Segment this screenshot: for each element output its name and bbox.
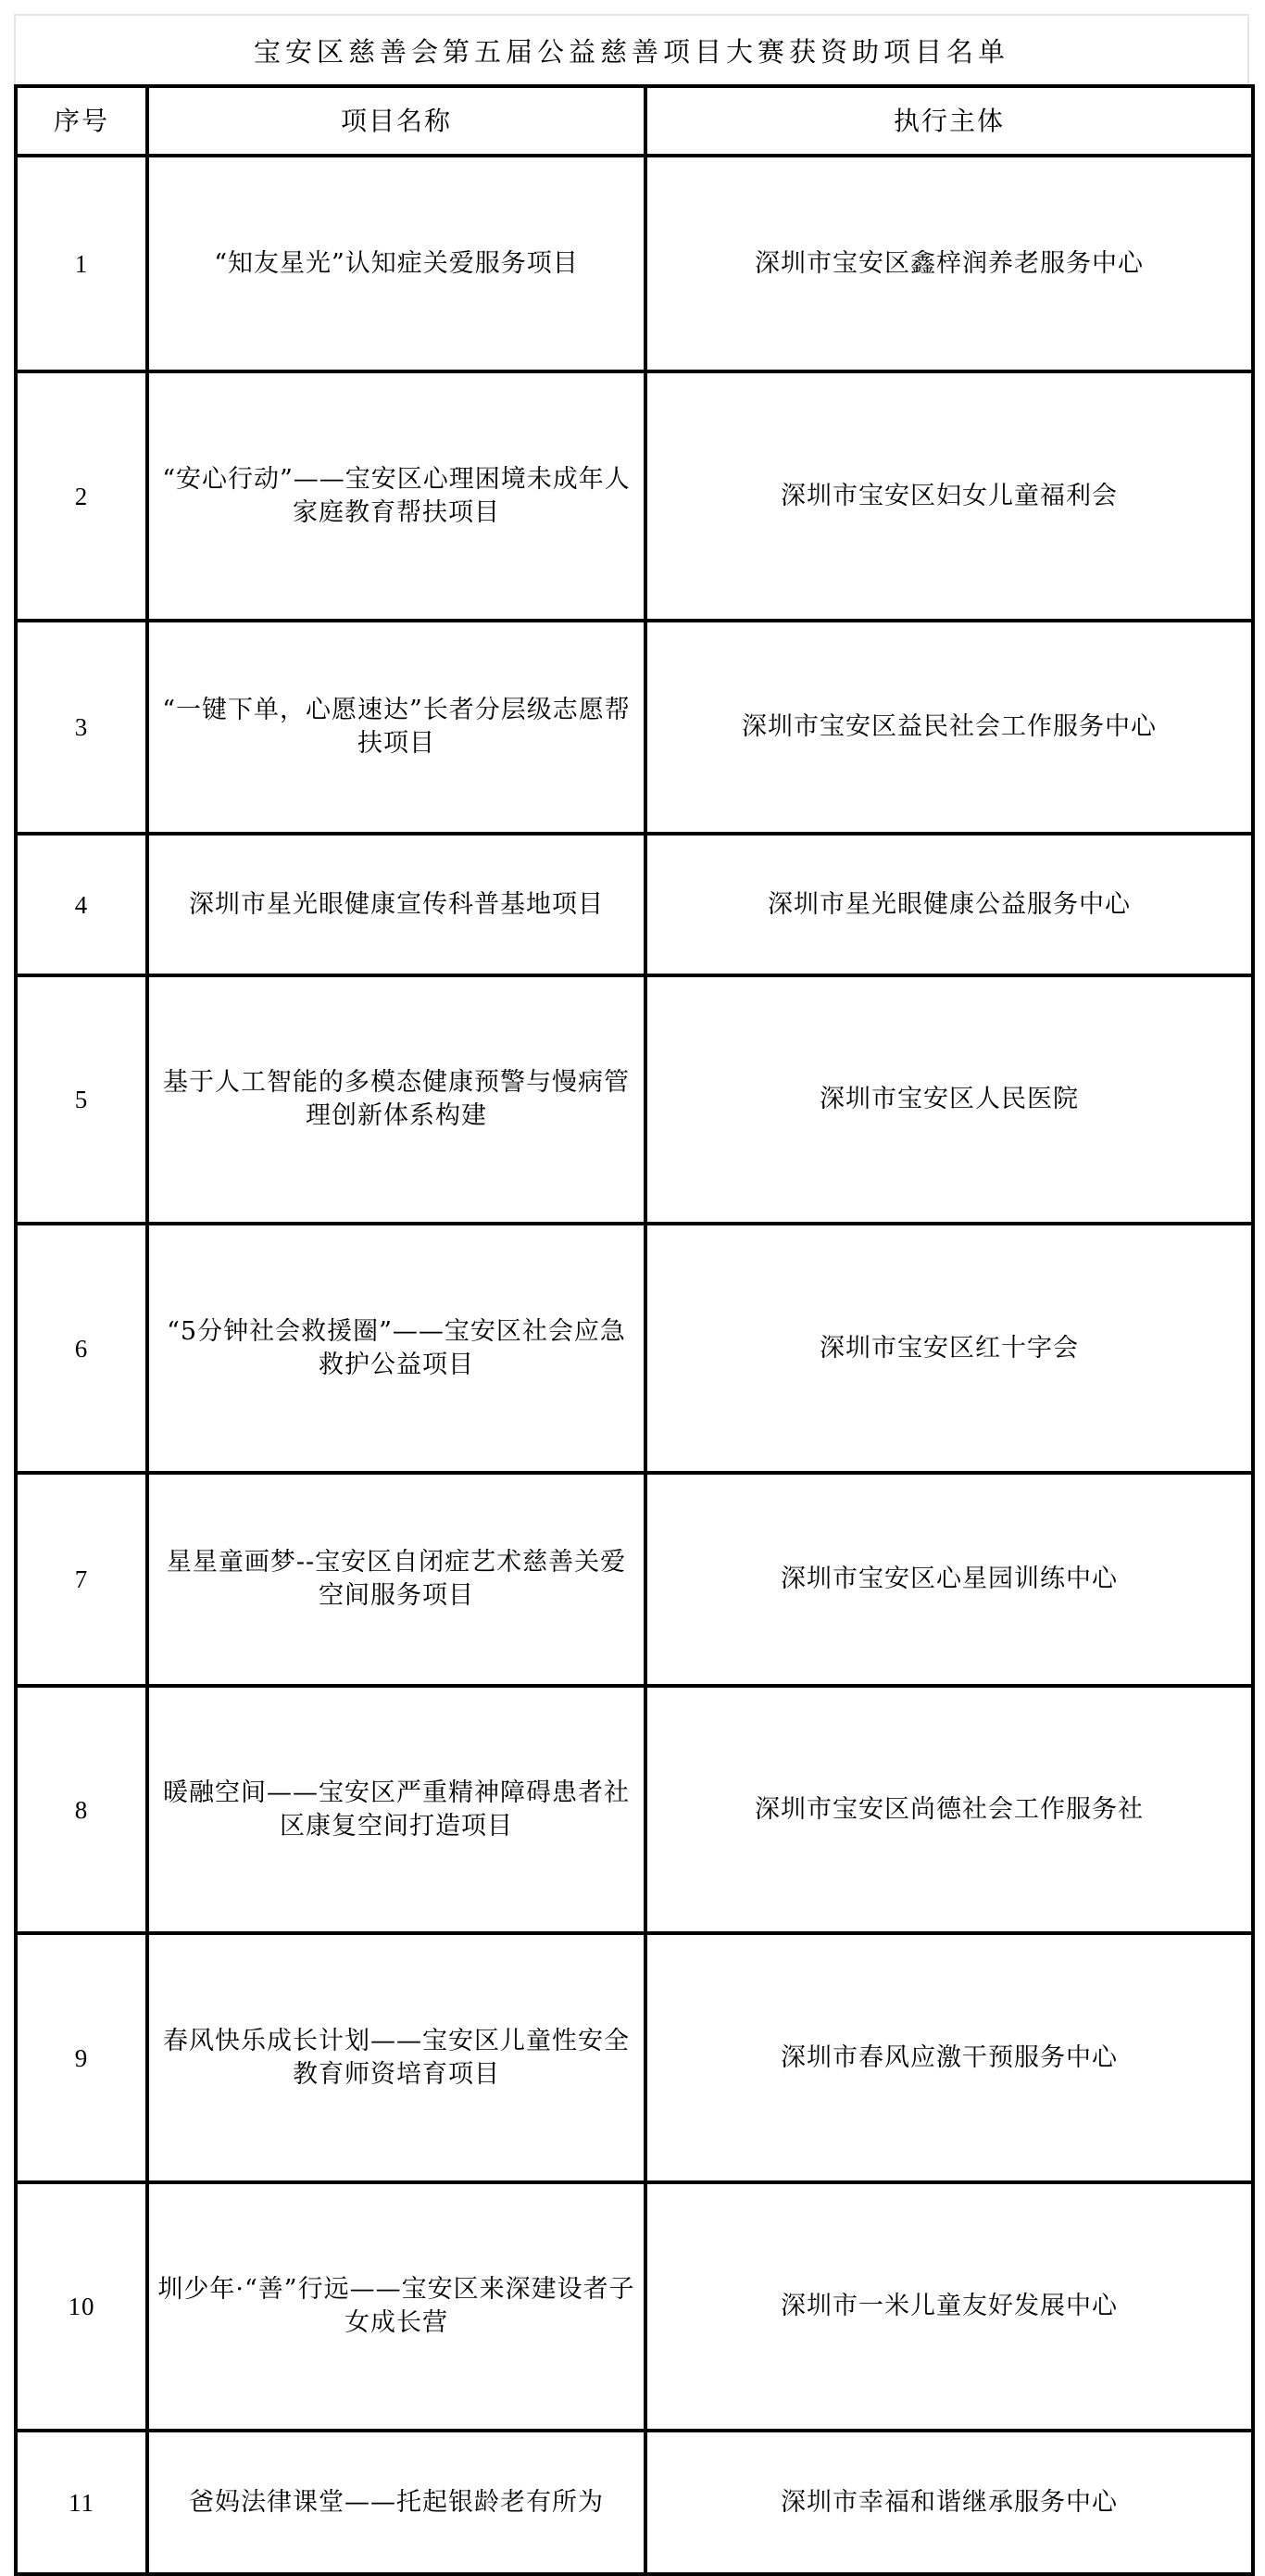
funded-projects-table [14, 84, 1255, 2576]
cell-project-name: 深圳市星光眼健康宣传科普基地项目 [147, 834, 645, 975]
table-row [16, 371, 1253, 621]
cell-serial-number: 8 [16, 1686, 147, 1933]
table-row [16, 621, 1253, 834]
cell-project-name: “5分钟社会救援圈”——宝安区社会应急救护公益项目 [147, 1224, 645, 1473]
cell-executor: 深圳市宝安区益民社会工作服务中心 [645, 621, 1253, 834]
cell-serial-number: 9 [16, 1933, 147, 2182]
cell-project-name: “知友星光”认知症关爱服务项目 [147, 156, 645, 371]
cell-project-name: 爸妈法律课堂——托起银龄老有所为 [147, 2431, 645, 2574]
cell-serial-number: 5 [16, 975, 147, 1224]
cell-serial-number: 1 [16, 156, 147, 371]
cell-project-name: 圳少年·“善”行远——宝安区来深建设者子女成长营 [147, 2182, 645, 2431]
cell-project-name: 基于人工智能的多模态健康预警与慢病管理创新体系构建 [147, 975, 645, 1224]
table-row [16, 1686, 1253, 1933]
table-row [16, 2182, 1253, 2431]
header-project-name: 项目名称 [147, 86, 645, 156]
cell-executor: 深圳市宝安区尚德社会工作服务社 [645, 1686, 1253, 1933]
cell-executor: 深圳市宝安区人民医院 [645, 975, 1253, 1224]
header-serial-number: 序号 [16, 86, 147, 156]
cell-executor: 深圳市星光眼健康公益服务中心 [645, 834, 1253, 975]
table-row [16, 1473, 1253, 1686]
cell-project-name: 星星童画梦--宝安区自闭症艺术慈善关爱空间服务项目 [147, 1473, 645, 1686]
cell-executor: 深圳市春风应激干预服务中心 [645, 1933, 1253, 2182]
cell-serial-number: 10 [16, 2182, 147, 2431]
table-row [16, 156, 1253, 371]
cell-project-name: “安心行动”——宝安区心理困境未成年人家庭教育帮扶项目 [147, 371, 645, 621]
cell-executor: 深圳市宝安区妇女儿童福利会 [645, 371, 1253, 621]
table-header-row [16, 86, 1253, 156]
cell-project-name: 春风快乐成长计划——宝安区儿童性安全教育师资培育项目 [147, 1933, 645, 2182]
table-row [16, 834, 1253, 975]
table-row [16, 1933, 1253, 2182]
cell-executor: 深圳市宝安区红十字会 [645, 1224, 1253, 1473]
cell-executor: 深圳市宝安区鑫梓润养老服务中心 [645, 156, 1253, 371]
cell-executor: 深圳市幸福和谐继承服务中心 [645, 2431, 1253, 2574]
cell-serial-number: 4 [16, 834, 147, 975]
cell-executor: 深圳市一米儿童友好发展中心 [645, 2182, 1253, 2431]
table-row [16, 975, 1253, 1224]
cell-serial-number: 6 [16, 1224, 147, 1473]
cell-serial-number: 11 [16, 2431, 147, 2574]
table-row [16, 1224, 1253, 1473]
cell-executor: 深圳市宝安区心星园训练中心 [645, 1473, 1253, 1686]
cell-serial-number: 3 [16, 621, 147, 834]
header-executor: 执行主体 [645, 86, 1253, 156]
cell-project-name: “一键下单，心愿速达”长者分层级志愿帮扶项目 [147, 621, 645, 834]
document-title: 宝安区慈善会第五届公益慈善项目大赛获资助项目名单 [14, 14, 1249, 84]
cell-serial-number: 7 [16, 1473, 147, 1686]
cell-project-name: 暖融空间——宝安区严重精神障碍患者社区康复空间打造项目 [147, 1686, 645, 1933]
cell-serial-number: 2 [16, 371, 147, 621]
table-row [16, 2431, 1253, 2574]
